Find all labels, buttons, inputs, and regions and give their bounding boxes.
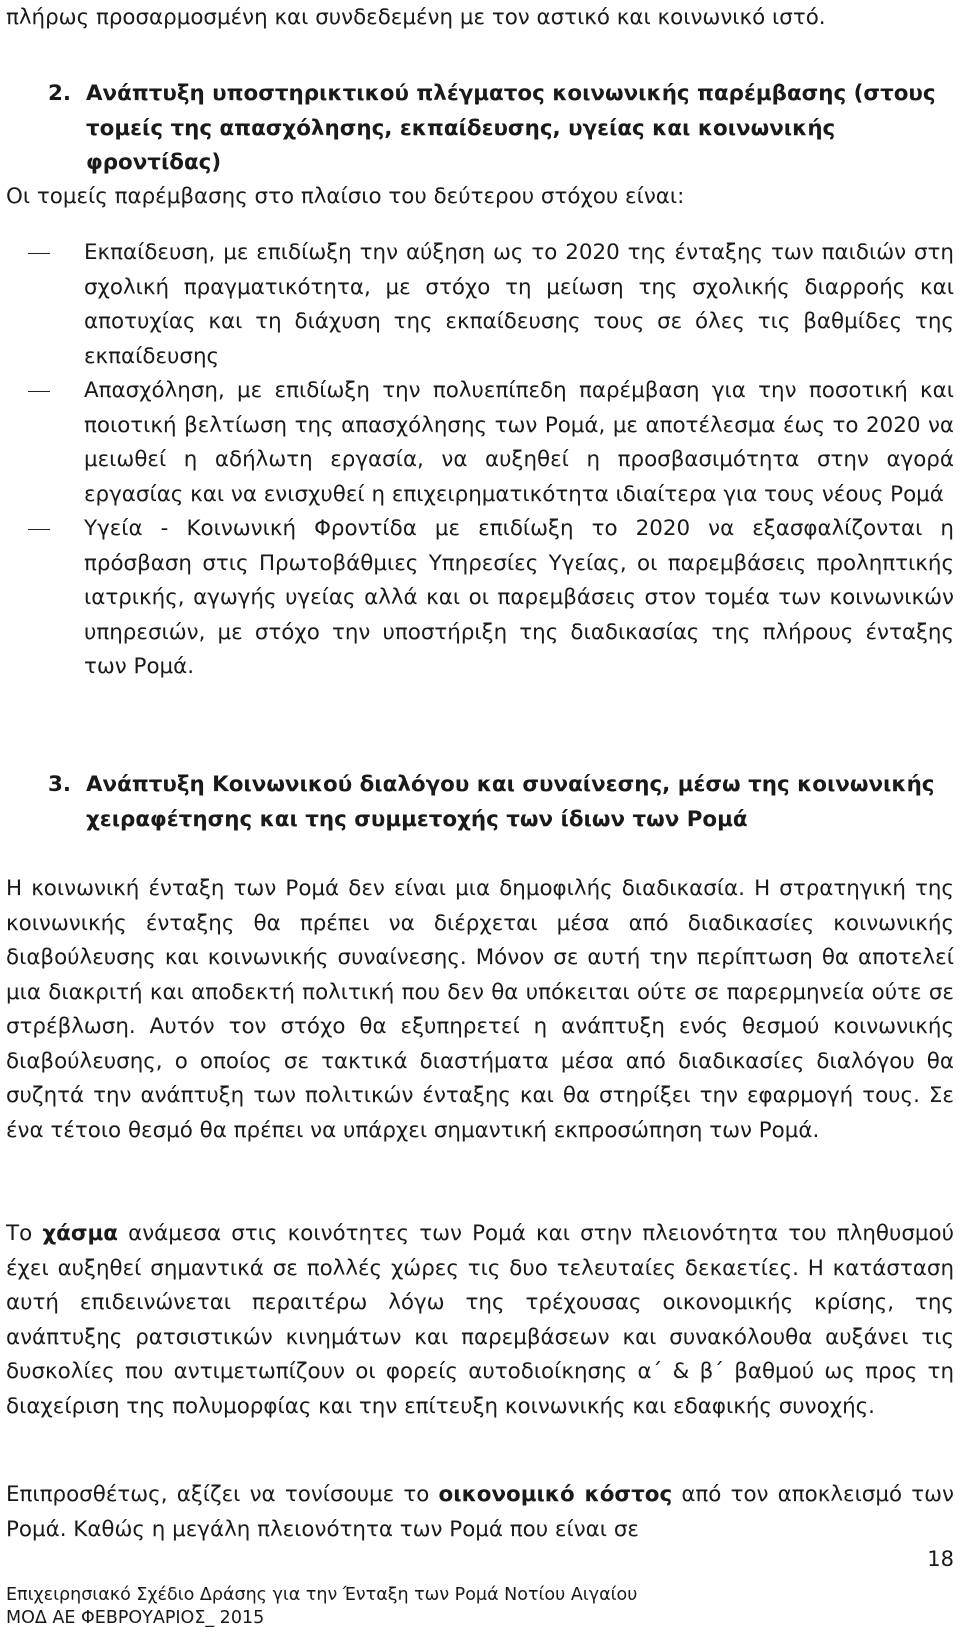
footer-date: ΜΟΔ ΑΕ ΦΕΒΡΟΥΑΡΙΟΣ_ 2015 (6, 1608, 265, 1628)
section-3-paragraph-2 (6, 1217, 954, 1424)
paragraph-text: Το (6, 1221, 43, 1246)
dash-bullet-icon (28, 253, 50, 254)
section-3-heading (48, 768, 954, 837)
list-item (6, 236, 954, 374)
section-3-paragraph-3 (6, 1478, 954, 1547)
section-3-title: Ανάπτυξη Κοινωνικού διαλόγου και συναίνεσης, μέσω της κοινωνικής χειραφέτησης και της συμμετοχής των ίδιων των Ρομά (86, 772, 935, 832)
footer-title: Επιχειρησιακό Σχέδιο Δράσης για την Ένταξη των Ρομά Νοτίου Αιγαίου (6, 1585, 638, 1605)
section-2-heading (48, 77, 954, 181)
section-2-title: Ανάπτυξη υποστηρικτικού πλέγματος κοινωνικής παρέμβασης (στους τομείς της απασχόλησης, εκπαίδευσης, υγείας και κοινωνικής φροντίδας) (86, 81, 936, 175)
section-2-lead: Οι τομείς παρέμβασης στο πλαίσιο του δεύτερου στόχου είναι: (6, 184, 685, 209)
list-item (6, 512, 954, 685)
dash-bullet-icon (28, 391, 50, 392)
list-item-text: Απασχόληση, με επιδίωξη την πολυεπίπεδη παρέμβαση για την ποσοτική και ποιοτική βελτίωση της απασχόλησης των Ρομά, με αποτέλεσμα έως το 2020 να μειωθεί η αδήλωτη εργασία, να αυξηθεί η προσβασιμότητα στην αγορά εργασίας και να ενισχυθεί η επιχειρηματικότητα ιδιαίτερα για τους νέους Ρομά (84, 378, 954, 507)
emphasis-text: οικονομικό κόστος (438, 1482, 673, 1507)
page-number: 18 (927, 1547, 954, 1571)
paragraph-text: από τον αποκλεισμό των Ρομά. Καθώς η μεγάλη πλειονότητα των Ρομά που είναι σε (6, 1482, 954, 1542)
paragraph-text: Επιπροσθέτως, αξίζει να τονίσουμε το (6, 1482, 439, 1507)
section-3-number: 3. (48, 772, 72, 797)
paragraph-text: ανάμεσα στις κοινότητες των Ρομά και στην πλειονότητα του πληθυσμού έχει αυξηθεί σημαντικά σε πολλές χώρες τις δυο τελευταίες δεκαετίες. Η κατάσταση αυτή επιδεινώνεται περαιτέρω λόγω της τρέχουσας οικονομικής κρίσης, της ανάπτυξης ρατσιστικών κινημάτων και παρεμβάσεων και συνακόλουθα αυξάνει τις δυσκολίες που αντιμετωπίζουν οι φορείς αυτοδιοίκησης α΄ & β΄ βαθμού ως προς τη διαχείριση της πολυμορφίας και την επίτευξη κοινωνικής και εδαφικής συνοχής. (6, 1221, 954, 1419)
footer (6, 1584, 954, 1630)
emphasis-text: χάσμα (42, 1221, 118, 1246)
section-3-paragraph-1: Η κοινωνική ένταξη των Ρομά δεν είναι μια δημοφιλής διαδικασία. Η στρατηγική της κοινωνικής ένταξης θα πρέπει να διέρχεται μέσα από διαδικασίες κοινωνικής διαβούλευσης και κοινωνικής συναίνεσης. Μόνον σε αυτή την περίπτωση θα αποτελεί μια διακριτή και αποδεκτή πολιτική που δεν θα υπόκειται ούτε σε παρερμηνεία ούτε σε στρέβλωση. Αυτόν τον στόχο θα εξυπηρετεί η ανάπτυξη ενός θεσμού κοινωνικής διαβούλευσης, ο οποίος σε τακτικά διαστήματα μέσα από διαδικασίες διαλόγου θα συζητά την ανάπτυξη των πολιτικών ένταξης και θα στηρίξει την εφαρμογή τους. Σε ένα τέτοιο θεσμό θα πρέπει να υπάρχει σημαντική εκπροσώπηση των Ρομά. (6, 876, 954, 1143)
dash-bullet-icon (28, 529, 50, 530)
section-2-number: 2. (48, 81, 72, 106)
list-item-text: Εκπαίδευση, με επιδίωξη την αύξηση ως το 2020 της ένταξης των παιδιών στη σχολική πραγματικότητα, με στόχο τη μείωση της σχολικής διαρροής και αποτυχίας και τη διάχυση της εκπαίδευσης τους σε όλες τις βαθμίδες της εκπαίδευσης (84, 240, 954, 369)
list-item-text: Υγεία - Κοινωνική Φροντίδα με επιδίωξη το 2020 να εξασφαλίζονται η πρόσβαση στις Πρωτοβάθμιες Υπηρεσίες Υγείας, οι παρεμβάσεις προληπτικής ιατρικής, αγωγής υγείας αλλά και οι παρεμβάσεις στον τομέα των κοινωνικών υπηρεσιών, με στόχο την υποστήριξη της διαδικασίας της πλήρους ένταξης των Ρομά. (84, 516, 954, 679)
list-item (6, 374, 954, 512)
intro-paragraph: πλήρως προσαρμοσμένη και συνδεδεμένη με τον αστικό και κοινωνικό ιστό. (6, 5, 826, 30)
intervention-areas-list (6, 236, 954, 685)
